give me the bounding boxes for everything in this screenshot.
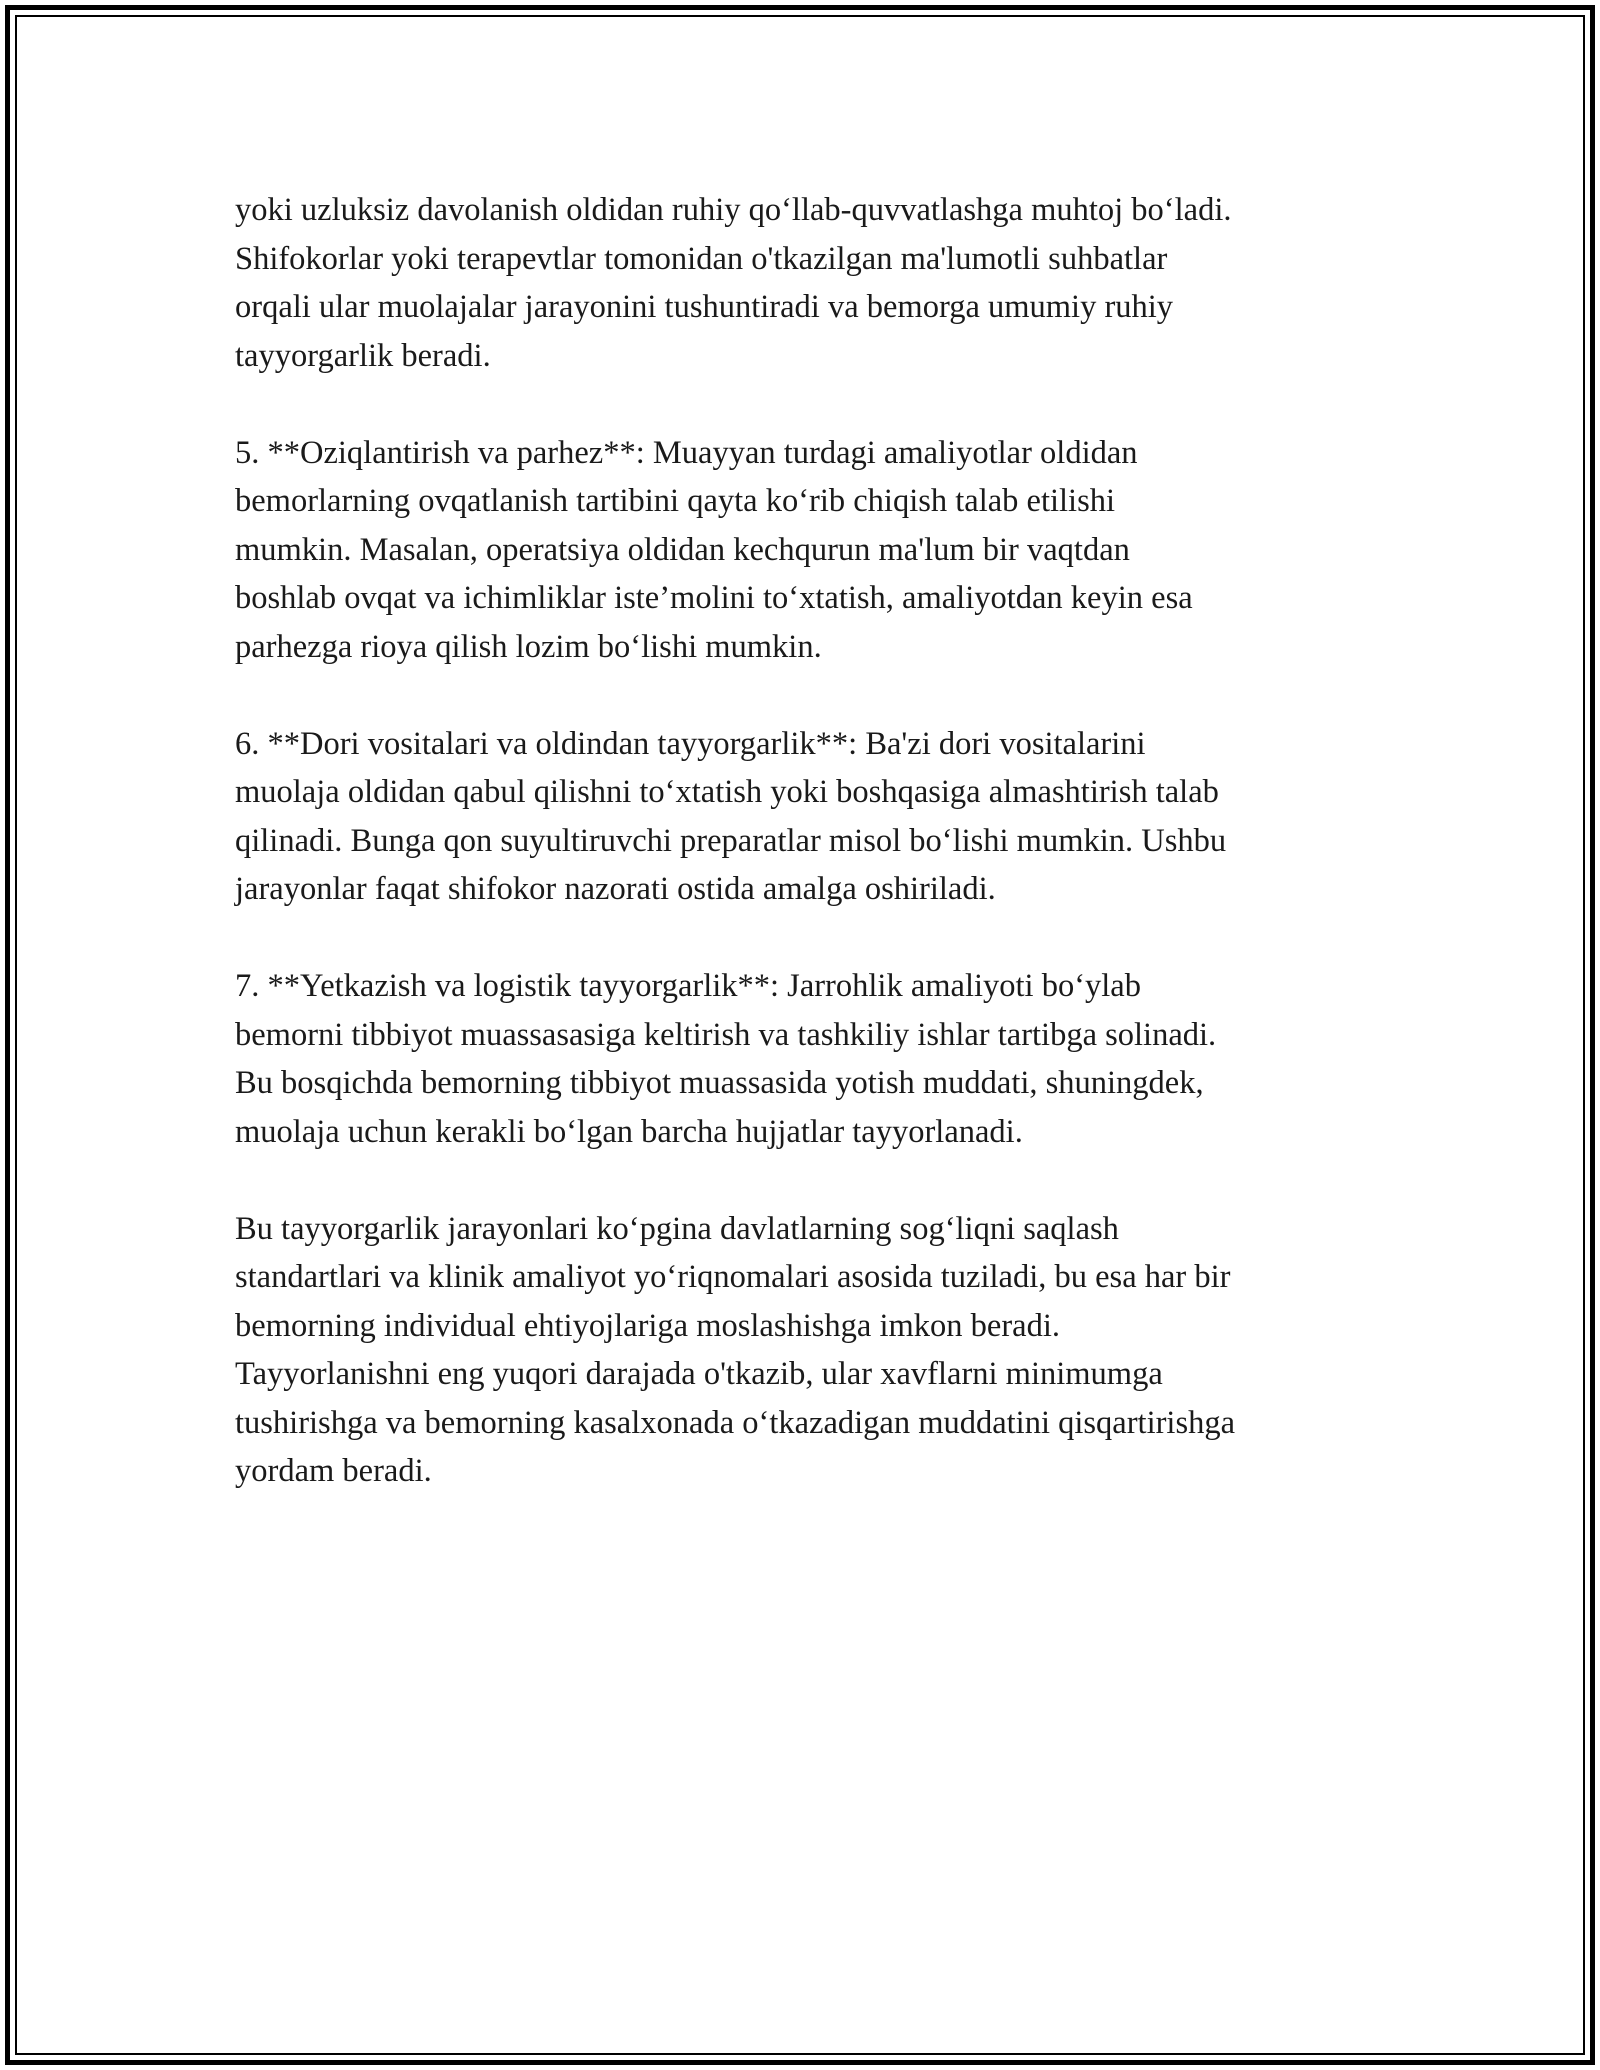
text-line: yordam beradi. — [235, 1453, 432, 1489]
text-line: Bu tayyorgarlik jarayonlari ko‘pgina davlatlarning sog‘liqni saqlash — [235, 1210, 1119, 1247]
text-line: bemorni tibbiyot muassasasiga keltirish va tashkiliy ishlar tartibga solinadi. — [235, 1016, 1217, 1053]
paragraph-conclusion — [235, 1205, 1375, 1496]
text-line: tayyorgarlik beradi. — [235, 337, 491, 374]
text-line: Bu bosqichda bemorning tibbiyot muassasida yotish muddati, shuningdek, — [235, 1065, 1204, 1101]
text-line: parhezga rioya qilish lozim bo‘lishi mumkin. — [235, 628, 822, 665]
text-line: bemorlarning ovqatlanish tartibini qayta ko‘rib chiqish talab etilishi — [235, 483, 1116, 519]
text-line: 6. **Dori vositalari va oldindan tayyorgarlik**: Ba'zi dori vositalarini — [235, 725, 1146, 762]
text-line: Shifokorlar yoki terapevtlar tomonidan o'tkazilgan ma'lumotli suhbatlar — [235, 240, 1168, 277]
text-line: yoki uzluksiz davolanish oldidan ruhiy qo‘llab-quvvatlashga muhtoj bo‘ladi. — [235, 192, 1232, 228]
text-line: boshlab ovqat va ichimliklar iste’molini to‘xtatish, amaliyotdan keyin esa — [235, 580, 1193, 616]
paragraph-item-7-logistics — [235, 962, 1375, 1156]
text-line: muolaja uchun kerakli bo‘lgan barcha hujjatlar tayyorlanadi. — [235, 1113, 1023, 1150]
text-line: tushirishga va bemorning kasalxonada o‘tkazadigan muddatini qisqartirishga — [235, 1404, 1236, 1441]
paragraph-item-6-medications — [235, 720, 1375, 914]
text-line: 7. **Yetkazish va logistik tayyorgarlik**: Jarrohlik amaliyoti bo‘ylab — [235, 968, 1141, 1004]
text-line: jarayonlar faqat shifokor nazorati ostida amalga oshiriladi. — [235, 871, 996, 907]
paragraph-psychological-support — [235, 186, 1375, 380]
document-body — [235, 186, 1375, 1544]
text-line: standartlari va klinik amaliyot yo‘riqnomalari asosida tuziladi, bu esa har bir — [235, 1259, 1231, 1295]
text-line: orqali ular muolajalar jarayonini tushuntiradi va bemorga umumiy ruhiy — [235, 289, 1174, 325]
text-line: qilinadi. Bunga qon suyultiruvchi preparatlar misol bo‘lishi mumkin. Ushbu — [235, 822, 1227, 859]
text-line: 5. **Oziqlantirish va parhez**: Muayyan turdagi amaliyotlar oldidan — [235, 434, 1138, 471]
text-line: Tayyorlanishni eng yuqori darajada o'tkazib, ular xavflarni minimumga — [235, 1356, 1163, 1392]
paragraph-item-5-nutrition — [235, 429, 1375, 672]
text-line: mumkin. Masalan, operatsiya oldidan kechqurun ma'lum bir vaqtdan — [235, 531, 1130, 568]
text-line: muolaja oldidan qabul qilishni to‘xtatish yoki boshqasiga almashtirish talab — [235, 774, 1219, 810]
text-line: bemorning individual ehtiyojlariga moslashishga imkon beradi. — [235, 1307, 1060, 1344]
